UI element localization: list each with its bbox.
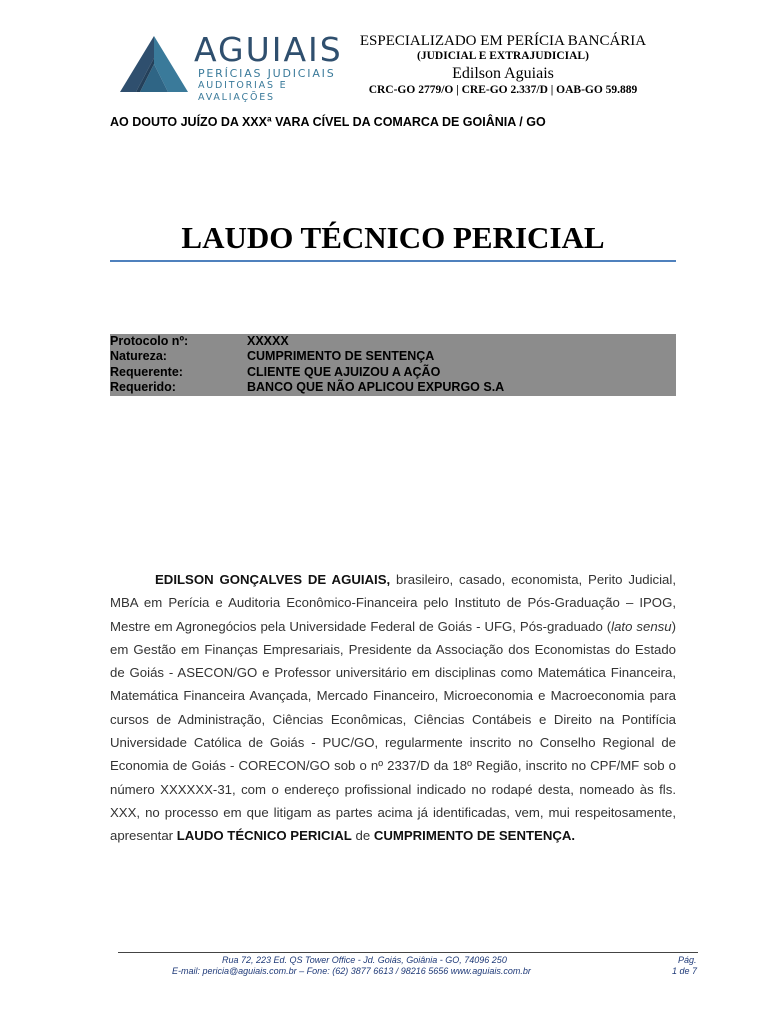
body-text-1: brasileiro, casado, economista, Perito Judicial, MBA em Perícia e Auditoria Econômico-Financeira pelo Instituto de Pós-Graduação – IPOG, Mestre em Agronegócios pela Universidade Federal de Goiás - UFG, Pós-graduado ( (110, 572, 676, 634)
body-text-2: ) em Gestão em Finanças Empresariais, Presidente da Associação dos Economistas do Estado de Goiás - ASECON/GO e Professor universitário em disciplinas como Matemática Financeira, Matemática Financeira Avançada, Mercado Financeiro, Microeconomia e Macroeconomia para cursos de Administração, Ciências Econômicas, Ciências Contábeis e Direito na Pontifícia Universidade Católica de Goiás - PUC/GO, regularmente inscrito no Conselho Regional de Economia de Goiás - CORECON/GO sob o nº 2337/D da 18º Região, inscrito no CPF/MF sob o número XXXXXX-31, com o endereço profissional indicado no rodapé desta, nomeado às fls. XXX, no processo em que litigam as partes acima já identificadas, vem, mui respeitosamente, apresentar (110, 618, 676, 844)
title-underline (110, 260, 676, 262)
logo-tagline-2: AUDITORIAS E AVALIAÇÕES (198, 80, 288, 103)
body-bold-1: LAUDO TÉCNICO PERICIAL (176, 828, 352, 844)
header-name: Edilson Aguiais (452, 65, 554, 82)
header-registrations: CRC-GO 2779/O | CRE-GO 2.337/D | OAB-GO 59.889 (368, 84, 638, 96)
company-logo (118, 30, 343, 103)
mountain-logo-icon (118, 34, 190, 96)
footer-divider (118, 952, 698, 953)
expert-name: EDILSON GONÇALVES DE AGUIAIS, (155, 572, 391, 587)
info-value: BANCO QUE NÃO APLICOU EXPURGO S.A (247, 380, 505, 394)
body-bold-2: CUMPRIMENTO DE SENTENÇA. (373, 828, 576, 844)
footer-page-label: Pág. (678, 955, 697, 965)
body-italic: lato sensu (611, 618, 672, 634)
document-title: LAUDO TÉCNICO PERICIAL (181, 220, 605, 255)
info-row-plaintiff (110, 365, 676, 380)
header-scope: (JUDICIAL E EXTRAJUDICIAL) (417, 50, 589, 62)
case-info-box (110, 334, 676, 396)
addressee-line: AO DOUTO JUÍZO DA XXXª VARA CÍVEL DA COMARCA DE GOIÂNIA / GO (110, 115, 546, 129)
info-row-protocol (110, 334, 676, 349)
info-label: Protocolo nº: (110, 334, 189, 348)
footer-contact: E-mail: pericia@aguiais.com.br – Fone: (62) 3877 6613 / 98216 5656 www.aguiais.com.br (172, 966, 531, 976)
info-row-nature (110, 349, 676, 364)
logo-tagline-1: PERÍCIAS JUDICIAIS (198, 67, 336, 80)
body-text-3: de (351, 828, 374, 844)
info-value: XXXXX (247, 334, 289, 348)
info-value: CUMPRIMENTO DE SENTENÇA (247, 349, 435, 363)
footer-page-number: 1 de 7 (672, 966, 698, 976)
body-paragraph (110, 568, 676, 848)
info-label: Requerido: (110, 380, 176, 394)
info-label: Natureza: (110, 349, 167, 363)
footer-address: Rua 72, 223 Ed. QS Tower Office - Jd. Goiás, Goiânia - GO, 74096 250 (222, 955, 507, 965)
info-value: CLIENTE QUE AJUIZOU A AÇÃO (247, 365, 441, 379)
info-row-defendant (110, 380, 676, 395)
logo-brand-name: AGUIAIS (194, 30, 343, 69)
header-specialty: ESPECIALIZADO EM PERÍCIA BANCÁRIA (359, 33, 647, 49)
info-label: Requerente: (110, 365, 183, 379)
